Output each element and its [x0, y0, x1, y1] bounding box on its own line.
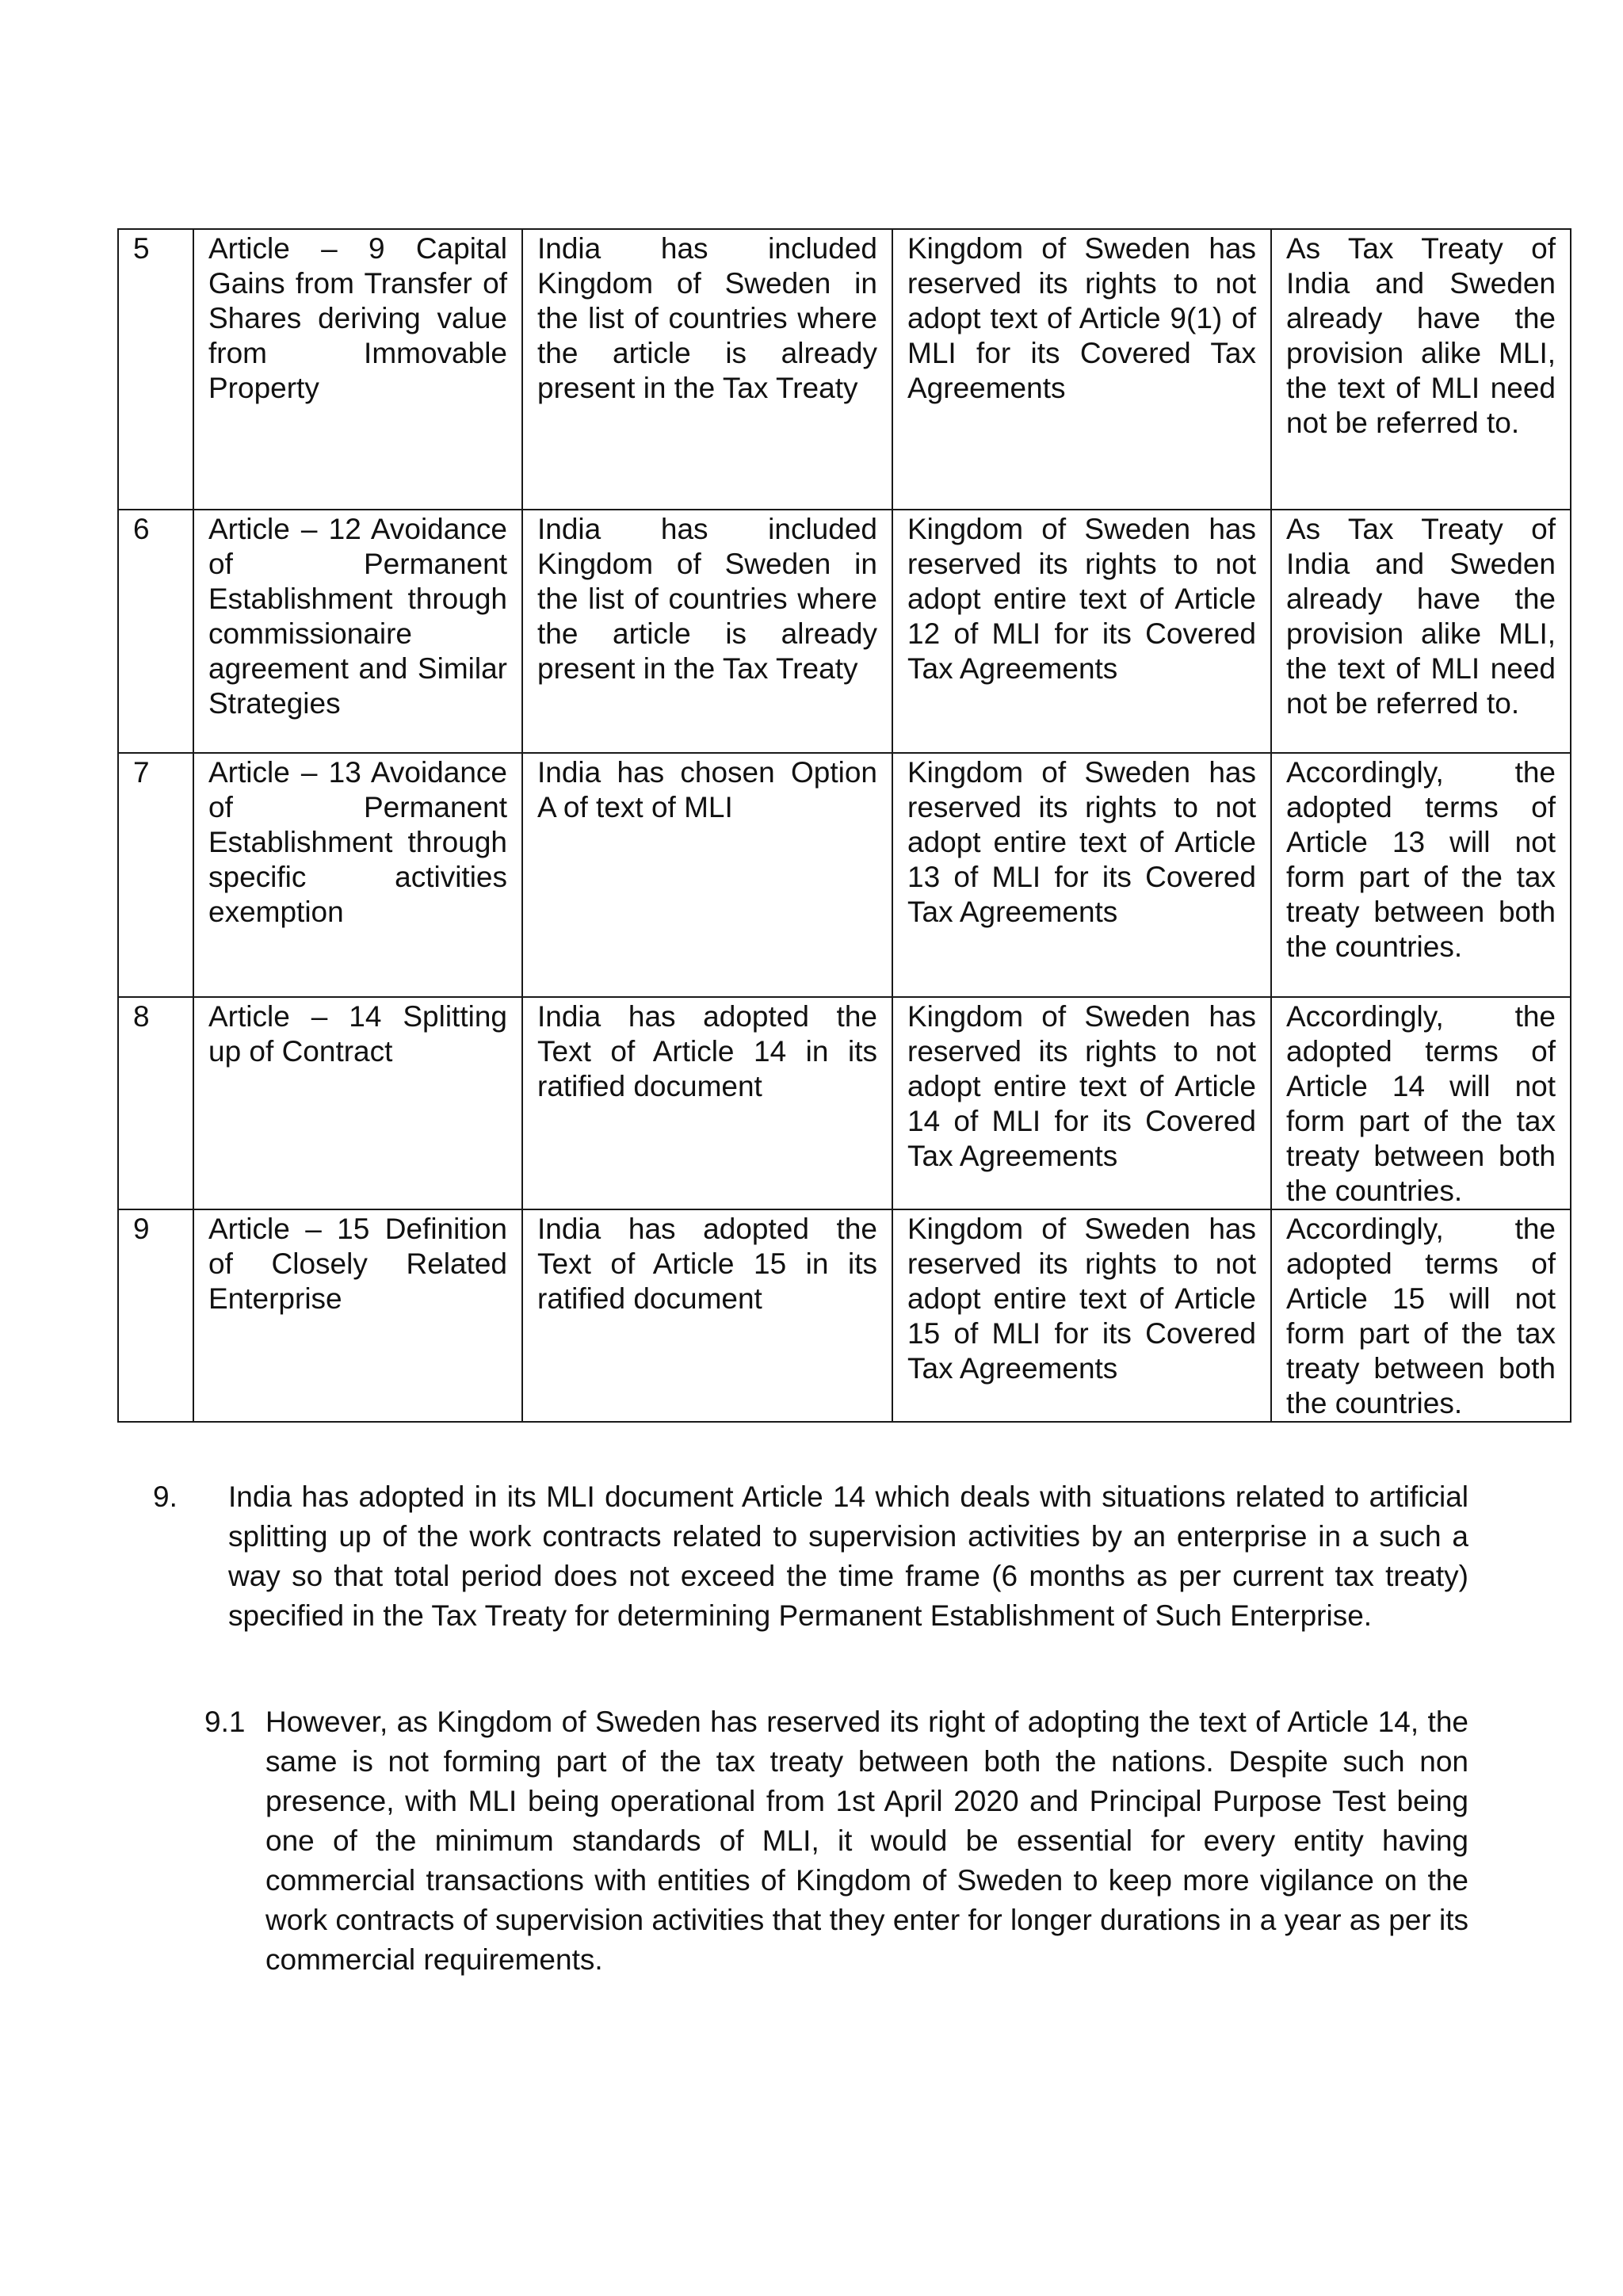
- india-position-cell: India has adopted the Text of Article 14 in its ratified document: [522, 997, 892, 1209]
- paragraph-number: 9.1: [204, 1706, 246, 1738]
- sweden-position-cell: Kingdom of Sweden has reserved its rights to not adopt entire text of Article 13 of MLI for its Covered Tax Agreements: [892, 753, 1271, 997]
- article-cell: Article – 14 Splitting up of Contract: [193, 997, 522, 1209]
- impact-cell: Accordingly, the adopted terms of Article 15 will not form part of the tax treaty between both the countries.: [1271, 1209, 1571, 1422]
- impact-cell: Accordingly, the adopted terms of Article 14 will not form part of the tax treaty between both the countries.: [1271, 997, 1571, 1209]
- serial-number-cell: 5: [118, 229, 193, 510]
- sweden-position-cell: Kingdom of Sweden has reserved its rights to not adopt entire text of Article 14 of MLI for its Covered Tax Agreements: [892, 997, 1271, 1209]
- serial-number-cell: 6: [118, 510, 193, 753]
- table-row: [118, 229, 1571, 510]
- sweden-position-cell: Kingdom of Sweden has reserved its rights to not adopt text of Article 9(1) of MLI for its Covered Tax Agreements: [892, 229, 1271, 510]
- india-position-cell: India has adopted the Text of Article 15 in its ratified document: [522, 1209, 892, 1422]
- table-row: [118, 1209, 1571, 1422]
- sweden-position-cell: Kingdom of Sweden has reserved its rights to not adopt entire text of Article 12 of MLI for its Covered Tax Agreements: [892, 510, 1271, 753]
- table-row: [118, 753, 1571, 997]
- paragraph-9-1: [204, 1702, 1468, 1980]
- paragraph-9: [153, 1477, 1468, 1636]
- paragraph-text: India has adopted in its MLI document Article 14 which deals with situations related to artificial splitting up of the work contracts related to supervision activities by an enterprise in a such a way so that total period does not exceed the time frame (6 months as per current tax treaty) specified in the Tax Treaty for determining Permanent Establishment of Such Enterprise.: [228, 1480, 1468, 1632]
- india-position-cell: India has included Kingdom of Sweden in the list of countries where the article is already present in the Tax Treaty: [522, 510, 892, 753]
- sweden-position-cell: Kingdom of Sweden has reserved its rights to not adopt entire text of Article 15 of MLI for its Covered Tax Agreements: [892, 1209, 1271, 1422]
- article-cell: Article – 12 Avoidance of Permanent Establishment through commissionaire agreement and Similar Strategies: [193, 510, 522, 753]
- serial-number-cell: 8: [118, 997, 193, 1209]
- india-position-cell: India has included Kingdom of Sweden in the list of countries where the article is already present in the Tax Treaty: [522, 229, 892, 510]
- impact-cell: Accordingly, the adopted terms of Article 13 will not form part of the tax treaty between both the countries.: [1271, 753, 1571, 997]
- table-row: [118, 997, 1571, 1209]
- article-cell: Article – 13 Avoidance of Permanent Establishment through specific activities exemption: [193, 753, 522, 997]
- india-position-cell: India has chosen Option A of text of MLI: [522, 753, 892, 997]
- paragraph-number: 9.: [153, 1480, 178, 1513]
- article-cell: Article – 15 Definition of Closely Related Enterprise: [193, 1209, 522, 1422]
- mli-comparison-table: [117, 228, 1571, 1423]
- table-row: [118, 510, 1571, 753]
- impact-cell: As Tax Treaty of India and Sweden already have the provision alike MLI, the text of MLI need not be referred to.: [1271, 510, 1571, 753]
- serial-number-cell: 9: [118, 1209, 193, 1422]
- serial-number-cell: 7: [118, 753, 193, 997]
- paragraph-text: However, as Kingdom of Sweden has reserved its right of adopting the text of Article 14, the same is not forming part of the tax treaty between both the nations. Despite such non presence, with MLI being operational from 1st April 2020 and Principal Purpose Test being one of the minimum standards of MLI, it would be essential for every entity having commercial transactions with entities of Kingdom of Sweden to keep more vigilance on the work contracts of supervision activities that they enter for longer durations in a year as per its commercial requirements.: [265, 1706, 1468, 1976]
- article-cell: Article – 9 Capital Gains from Transfer of Shares deriving value from Immovable Property: [193, 229, 522, 510]
- impact-cell: As Tax Treaty of India and Sweden already have the provision alike MLI, the text of MLI need not be referred to.: [1271, 229, 1571, 510]
